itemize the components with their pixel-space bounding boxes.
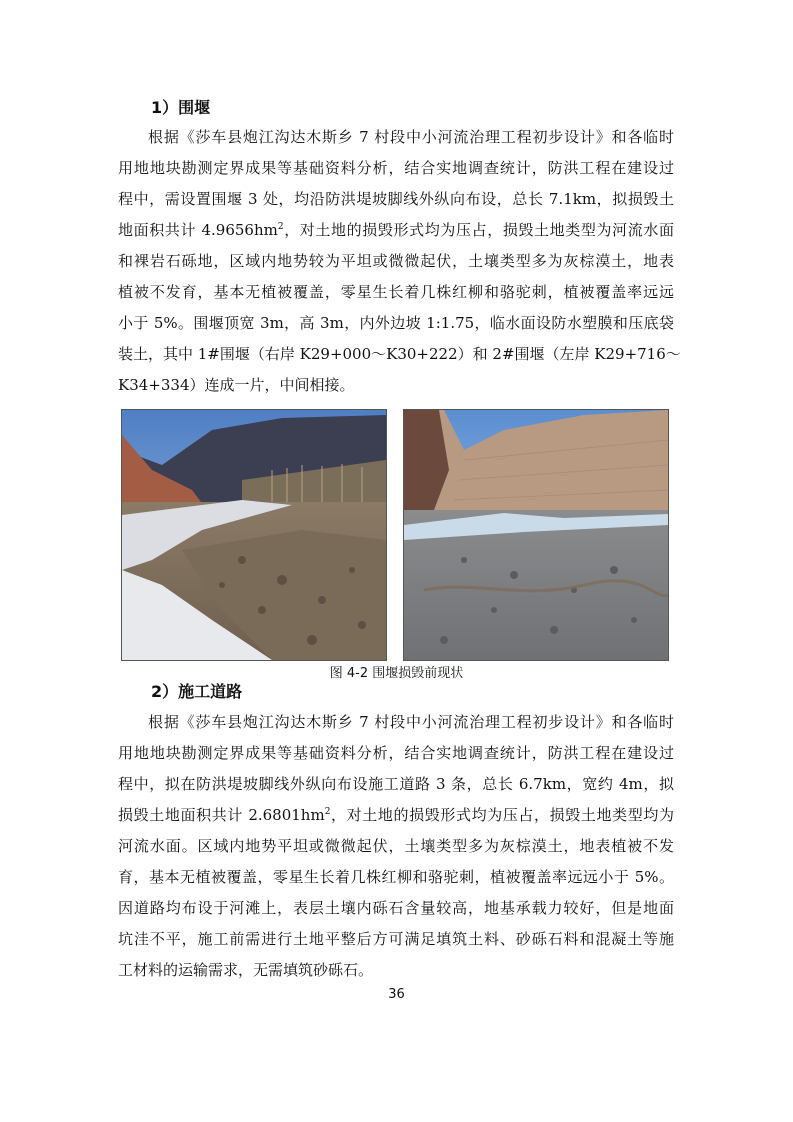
text-line bbox=[118, 800, 674, 831]
section-heading-construction-road: 2）施工道路 bbox=[151, 682, 243, 701]
photo-riverbed-right bbox=[403, 409, 669, 661]
text-fragment: ，对土地的损毁形式均为压占，损毁土地类型均为 bbox=[330, 806, 674, 824]
text-line: 和裸岩石砾地，区域内地势较为平坦或微微起伏，土壤类型多为灰棕漠土，地表 bbox=[118, 252, 674, 270]
text-line: 程中，需设置围堰 3 处，均沿防洪堤坡脚线外纵向布设，总长 7.1km，拟损毁土 bbox=[118, 190, 674, 208]
text-line: K34+334）连成一片，中间相接。 bbox=[118, 376, 355, 394]
section-heading-cofferdam: 1）围堰 bbox=[151, 98, 211, 117]
page-number: 36 bbox=[388, 987, 405, 1002]
text-fragment: ，对土地的损毁形式均为压占，损毁土地类型为河流水面 bbox=[283, 221, 674, 239]
paragraph-cofferdam bbox=[118, 122, 681, 401]
figure-caption: 图 4-2 围堰损毁前现状 bbox=[329, 666, 464, 681]
text-fragment: 损毁土地面积共计 2.6801hm bbox=[118, 806, 325, 824]
text-line: 程中，拟在防洪堤坡脚线外纵向布设施工道路 3 条，总长 6.7km，宽约 4m，拟 bbox=[118, 775, 674, 793]
text-line: 装土，其中 1#围堰（右岸 K29+000～K30+222）和 2#围堰（左岸 K29+716～ bbox=[118, 345, 681, 363]
superscript: 2 bbox=[277, 222, 284, 232]
text-line: 用地地块勘测定界成果等基础资料分析，结合实地调查统计，防洪工程在建设过 bbox=[118, 744, 674, 762]
text-line: 育，基本无植被覆盖，零星生长着几株红柳和骆驼刺，植被覆盖率远远小于 5%。 bbox=[118, 868, 674, 886]
paragraph-construction-road bbox=[118, 707, 674, 986]
superscript: 2 bbox=[324, 807, 331, 817]
text-line: 根据《莎车县炮江沟达木斯乡 7 村段中小河流治理工程初步设计》和各临时 bbox=[148, 713, 674, 731]
text-line: 工材料的运输需求，无需填筑砂砾石。 bbox=[118, 961, 374, 979]
text-line: 小于 5%。围堰顶宽 3m，高 3m，内外边坡 1:1.75，临水面设防水塑膜和压底袋 bbox=[118, 314, 674, 332]
photo-riverbed-left bbox=[121, 409, 387, 661]
text-line: 植被不发育，基本无植被覆盖，零星生长着几株红柳和骆驼刺，植被覆盖率远远 bbox=[118, 283, 674, 301]
text-line: 用地地块勘测定界成果等基础资料分析，结合实地调查统计，防洪工程在建设过 bbox=[118, 159, 674, 177]
text-line bbox=[118, 215, 674, 246]
text-line: 根据《莎车县炮江沟达木斯乡 7 村段中小河流治理工程初步设计》和各临时 bbox=[148, 128, 674, 146]
text-line: 因道路均布设于河滩上，表层土壤内砾石含量较高，地基承载力较好，但是地面 bbox=[118, 899, 674, 917]
text-line: 坑洼不平，施工前需进行土地平整后方可满足填筑土料、砂砾石料和混凝土等施 bbox=[118, 930, 674, 948]
text-line: 河流水面。区域内地势平坦或微微起伏，土壤类型多为灰棕漠土，地表植被不发 bbox=[118, 837, 674, 855]
text-fragment: 地面积共计 4.9656hm bbox=[118, 221, 278, 239]
